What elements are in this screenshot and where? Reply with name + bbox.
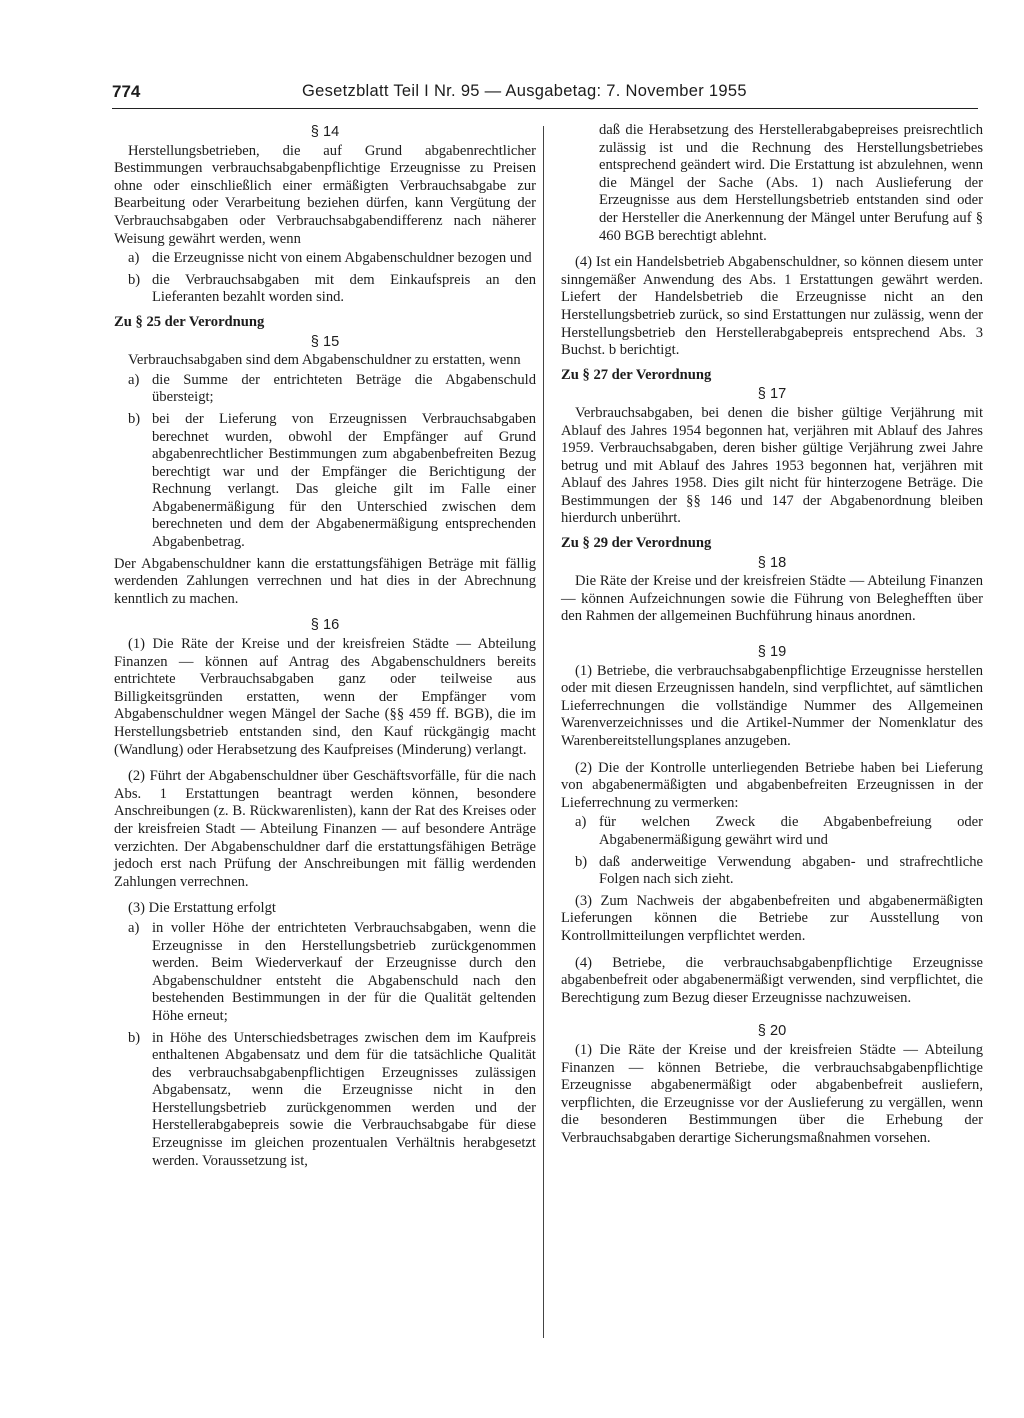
section-14-text: Herstellungsbetrieben, die auf Grund abgabenrechtlicher Bestimmungen verbrauchsabgabenpflichtige Erzeugnisse zu Preisen ohne oder einschließlich einer ermäßigten Verbrauchsabgabe zur Bearbeitung oder Verarbeitung beziehen dürfen, kann Vergütung der Verbrauchsabgaben oder Verbrauchsabgabendifferenz nach näherer Weisung gewährt werden, wenn: [114, 142, 536, 247]
list-item: [114, 411, 536, 552]
heading-zu-25: Zu § 25 der Verordnung: [114, 313, 265, 330]
page-header: [112, 78, 978, 109]
section-title-17: § 17: [757, 386, 787, 403]
page-number: 774: [112, 82, 141, 101]
list-item-label: a): [128, 250, 140, 267]
list-item-text: für welchen Zweck die Abgabenbefreiung oder Abgabenermäßigung gewährt wird und: [599, 814, 983, 848]
list-item-text: die Erzeugnisse nicht von einem Abgabenschuldner bezogen und: [152, 250, 532, 267]
list-item-label: b): [575, 853, 588, 870]
list-item: [114, 250, 536, 268]
section-20-para-1: (1) Die Räte der Kreise und der kreisfreien Städte — Abteilung Finanzen — können Betriebe, die verbrauchsabgabenpflichtige Erzeugnisse abgabenermäßigt oder abgabenbefreit ausliefern, verpflichten, die Erzeugnisse vor der Auslieferung zu vergällen, wenn die besonderen Bestimmungen über die Erhebung der Verbrauchsabgaben derartige Sicherungsmaßnahmen vorsehen.: [561, 1041, 983, 1146]
list-item-text: die Verbrauchsabgaben mit dem Einkaufspreis an den Lieferanten bezahlt worden sind.: [152, 271, 536, 306]
list-item-label: b): [128, 271, 141, 288]
list-item-text: daß anderweitige Verwendung abgaben- und strafrechtliche Folgen nach sich zieht.: [599, 853, 983, 888]
section-16-para-2: (2) Führt der Abgabenschuldner über Geschäftsvorfälle, für die nach Abs. 1 Erstattungen beantragt werden können, besondere Anschreibungen (z. B. Rückwarenlisten), kann der Rat des Kreises oder der kreisfreien Stadt — Abteilung Finanzen — auf besondere Anträge verzichten. Der Abgabenschuldner darf die erstattungsfähigen Beträge jedoch erst nach Prüfung der Anschreibungen mit fällig werdenden Zahlungen verrechnen.: [114, 768, 536, 890]
section-title-14: § 14: [310, 124, 340, 140]
section-19-para-4: (4) Betriebe, die verbrauchsabgabenpflichtige Erzeugnisse abgabenbefreit oder abgabenermäßigt verwenden, sind verpflichtet, die Berechtigung zum Bezug dieser Erzeugnisse nachzuweisen.: [561, 954, 983, 1006]
heading-zu-29: Zu § 29 der Verordnung: [561, 535, 712, 552]
section-title-15: § 15: [310, 333, 340, 350]
list-item-text: bei der Lieferung von Erzeugnissen Verbrauchsabgaben berechnet wurden, obwohl der Empfänger auf Grund abgabenrechtlicher Bestimmungen zum abgabenbefreiten Bezug berechtigt war und der Empfänger die Berichtigung der Rechnung verlangt. Das gleiche gilt im Falle einer Abgabenermäßigung für den Unterschied zwischen dem berechneten und dem der Abgabenermäßigung entsprechenden Abgabenbetrag.: [152, 410, 536, 551]
section-16-para-3: (3) Die Erstattung erfolgt: [128, 900, 276, 917]
section-19-para-1: (1) Betriebe, die verbrauchsabgabenpflichtige Erzeugnisse herstellen oder mit diesen Erzeugnissen handeln, sind verpflichtet, auf sämtlichen Lieferrechnungen die vollständige Nummer des Allgemeinen Warenverzeichnisses und die Artikel-Nummer der Nomenklatur des Warenbereitstellungsplanes anzugeben.: [561, 662, 983, 749]
section-15-text: Verbrauchsabgaben sind dem Abgabenschuldner zu erstatten, wenn: [128, 352, 521, 369]
section-15-list: [114, 372, 536, 552]
section-title-19: § 19: [757, 644, 787, 661]
section-16-continuation: daß die Herabsetzung des Herstellerabgabepreises preisrechtlich zulässig ist und die Rechnung des Herstellungsbetriebes entsprechend geändert wird. Die Erstattung ist abzulehnen, wenn die Mängel der Sache (Abs. 1) nach Auslieferung der Erzeugnisse aus dem Herstellungsbetrieb entstanden sind oder der Hersteller die Anerkennung der Mängel unter Berufung auf § 460 BGB berechtigt ablehnt.: [599, 122, 983, 244]
list-item-label: a): [128, 371, 140, 388]
list-item-text: in Höhe des Unterschiedsbetrages zwischen dem im Kaufpreis enthaltenen Abgabensatz und dem für die tatsächliche Qualität des verbrauchsabgabenpflichtigen Erzeugnisses zulässigen Abgabensatz, wenn die Erzeugnisse nicht in den Herstellungsbetrieb zurückgenommen werden und der Herstellerabgabepreis sowie die Verbrauchsabgabe für diese Erzeugnisse im gleichen prozentualen Verhältnis herabgesetzt werden. Voraussetzung ist,: [152, 1029, 536, 1169]
list-item-text: in voller Höhe der entrichteten Verbrauchsabgaben, wenn die Erzeugnisse in den Herstellungsbetrieb zurückgenommen werden. Beim Wiederverkauf der Erzeugnisse durch den Abgabenschuldner entsteht die Abgabenschuld nach den bestehenden Bestimmungen in der für die Qualität geltenden Höhe erneut;: [152, 919, 536, 1024]
right-column: [561, 122, 983, 1147]
running-head: Gesetzblatt Teil I Nr. 95 — Ausgabetag: 7. November 1955: [302, 82, 747, 100]
section-title-20: § 20: [757, 1023, 787, 1040]
section-18-text: Die Räte der Kreise und der kreisfreien Städte — Abteilung Finanzen — können Aufzeichnungen sowie die Führung von Beleghefften über den Rahmen der allgemeinen Buchführung hinaus anordnen.: [561, 573, 983, 625]
list-item: [114, 272, 536, 307]
list-item-label: b): [128, 1029, 141, 1046]
section-16-list: [114, 920, 536, 1170]
section-title-16: § 16: [310, 617, 340, 634]
list-item: [561, 814, 983, 849]
section-16-para-4: (4) Ist ein Handelsbetrieb Abgabenschuldner, so können diesem unter sinngemäßer Anwendung des Abs. 1 Erstattungen gewährt werden. Liefert der Handelsbetrieb die Erzeugnisse nicht an den Herstellungsbetrieb zurück, so sind Erstattungen nur zulässig, wenn der Herstellungsbetrieb den Herstellerabgabepreis entsprechend Abs. 3 Buchst. b berichtigt.: [561, 254, 983, 359]
section-19-para-2: (2) Die der Kontrolle unterliegenden Betriebe haben bei Lieferung von abgabenermäßigten und abgabenbefreiten Erzeugnissen in der Lieferrechnung zu vermerken:: [561, 759, 983, 811]
list-item-label: a): [575, 814, 587, 831]
list-item: [561, 854, 983, 889]
list-item: [114, 1030, 536, 1171]
section-title-18: § 18: [757, 554, 787, 571]
list-item: [114, 920, 536, 1026]
list-item: [114, 372, 536, 407]
heading-zu-27: Zu § 27 der Verordnung: [561, 366, 712, 383]
list-item-label: a): [128, 919, 140, 936]
section-15-closing: Der Abgabenschuldner kann die erstattungsfähigen Beträge mit fällig werdenden Zahlungen verrechnen und hat dies in der Abrechnung kenntlich zu machen.: [114, 555, 536, 607]
list-item-text: die Summe der entrichteten Beträge die Abgabenschuld übersteigt;: [152, 371, 536, 406]
section-19-list: [561, 814, 983, 888]
section-19-para-3: (3) Zum Nachweis der abgabenbefreiten und abgabenermäßigten Lieferungen können die Betriebe zur Ausstellung von Kontrollmitteilungen verpflichtet werden.: [561, 892, 983, 944]
section-14-list: [114, 250, 536, 307]
left-column: [114, 122, 536, 1174]
column-divider: [543, 126, 544, 1338]
section-16-para-1: (1) Die Räte der Kreise und der kreisfreien Städte — Abteilung Finanzen — können auf Antrag des Abgabenschuldners bereits entrichtete Verbrauchsabgaben ganz oder teilweise aus Billigkeitsgründen erstatten, wenn der Empfänger vom Abgabenschuldner wegen Mängel der Sache (§§ 459 ff. BGB), die im Herstellungsbetrieb entstanden sind, den Kauf rückgängig macht (Wandlung) oder Herabsetzung des Kaufpreises (Minderung) verlangt.: [114, 636, 536, 758]
section-17-text: Verbrauchsabgaben, bei denen die bisher gültige Verjährung mit Ablauf des Jahres 1954 begonnen hat, verjähren mit Ablauf des Jahres 1959. Verbrauchsabgaben, deren bisher gültige Verjährung zwei Jahre betrug und mit Ablauf des Jahres 1953 begonnen hat, verjähren mit Ablauf des Jahres 1958. Dies gilt nicht für hinterzogene Beträge. Die Bestimmungen der §§ 146 und 147 der Abgabenordnung bleiben hierdurch unberührt.: [561, 404, 983, 527]
list-item-label: b): [128, 410, 141, 427]
